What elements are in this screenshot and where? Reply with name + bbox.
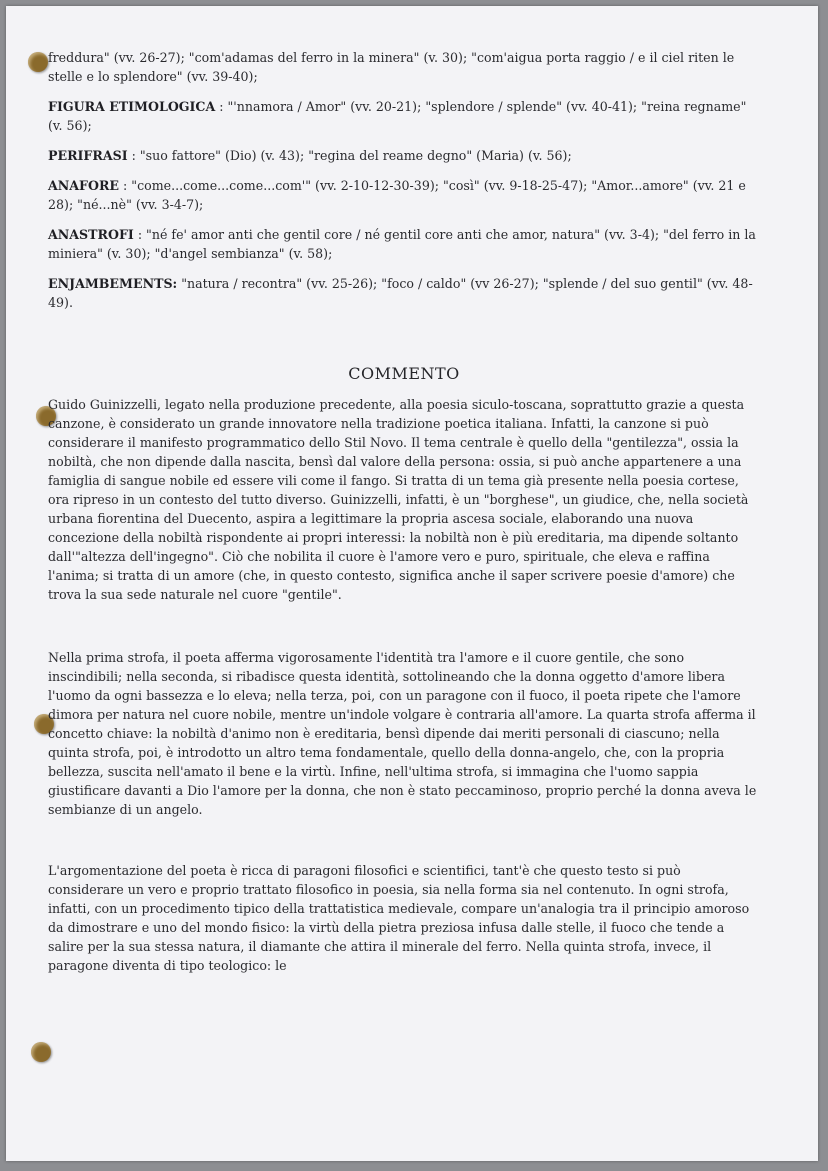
commentary-paragraph: Guido Guinizzelli, legato nella produzione precedente, alla poesia siculo-toscana, soprattutto grazie a questa canzone, è considerato un grande innovatore nella tradizione poetica italiana. Infatti, la canzone si può considerare il manifesto programmatico dello Stil Novo. Il tema centrale è quello della "gentilezza", ossia la nobiltà, che non dipende dalla nascita, bensì dal valore della persona: ossia, si può anche appartenere a una famiglia di sangue nobile ed essere vili come il fango. Si tratta di un tema già presente nella poesia cortese, ora ripreso in un contesto del tutto diverso. Guinizzelli, infatti, è un "borghese", un giudice, che, nella società urbana fiorentina del Duecento, aspira a legittimare la propria ascesa sociale, elaborando una nuova concezione della nobiltà rispondente ai propri interessi: la nobiltà non è più ereditaria, ma dipende soltanto dall'"altezza dell'ingegno". Ciò che nobilita il cuore è l'amore vero e puro, spirituale, che eleva e raffina l'anima; si tratta di un amore (che, in questo contesto, significa anche il saper scrivere poesie d'amore) che trova la sua sede naturale nel cuore "gentile". [48, 397, 749, 602]
figure-text: : "'nnamora / Amor" (vv. 20-21); "splendore / splende" (vv. 40-41); "reina regname" (v. 56); [48, 99, 747, 133]
figure-label: ENJAMBEMENTS: [48, 276, 178, 291]
binder-hole-icon [31, 1042, 51, 1062]
figure-text: : "né fe' amor anti che gentil core / né gentil core anti che amor, natura" (vv. 3-4); "del ferro in la miniera" (v. 30); "d'angel sembianza" (v. 58); [48, 227, 756, 261]
page-content [48, 48, 760, 975]
figure-text: : "come...come...come...com'" (vv. 2-10-12-30-39); "così" (vv. 9-18-25-47); "Amor...amore" (vv. 21 e 28); "né...nè" (vv. 3-4-7); [48, 178, 746, 212]
figure-text: : "suo fattore" (Dio) (v. 43); "regina del reame degno" (Maria) (v. 56); [131, 148, 572, 163]
figure-entry-enjambements [48, 274, 760, 312]
commentary-paragraph: Nella prima strofa, il poeta afferma vigorosamente l'identità tra l'amore e il cuore gentile, che sono inscindibili; nella seconda, si ribadisce questa identità, sottolineando che la donna oggetto d'amore libera l'uomo da ogni bassezza e lo eleva; nella terza, poi, con un paragone con il fuoco, il poeta ripete che l'amore dimora per natura nel cuore nobile, mentre un'indole volgare è contraria all'amore. La quarta strofa afferma il concetto chiave: la nobiltà d'animo non è ereditaria, bensì dipende dai meriti personali di ciascuno; nella quinta strofa, poi, è introdotto un altro tema fondamentale, quello della donna-angelo, che, con la propria bellezza, suscita nell'amato il bene e la virtù. Infine, nell'ultima strofa, si immagina che l'uomo sappia giustificare davanti a Dio l'amore per la donna, che non è stato peccaminoso, proprio perché la donna aveva le sembianze di un angelo. [48, 650, 757, 817]
figure-entry-anafore [48, 176, 760, 214]
figure-entry-anastrofi [48, 225, 760, 263]
commentary-paragraph: L'argomentazione del poeta è ricca di paragoni filosofici e scientifici, tant'è che questo testo si può considerare un vero e proprio trattato filosofico in poesia, sia nella forma sia nel contenuto. In ogni strofa, infatti, con un procedimento tipico della trattatistica medievale, compare un'analogia tra il principio amoroso da dimostrare e uno del mondo fisico: la virtù della pietra preziosa infusa dalle stelle, il fuoco che tende a salire per la sua stessa natura, il diamante che attira il minerale del ferro. Nella quinta strofa, invece, il paragone diventa di tipo teologico: le [48, 863, 750, 973]
binder-hole-icon [28, 52, 48, 72]
figure-text: freddura" (vv. 26-27); "com'adamas del ferro in la minera" (v. 30); "com'aigua porta raggio / e il ciel riten le stelle e lo splendore" (vv. 39-40); [48, 50, 735, 84]
scanned-page [6, 6, 818, 1161]
figure-text: "natura / recontra" (vv. 25-26); "foco / caldo" (vv 26-27); "splende / del suo gentil" (vv. 48-49). [48, 276, 753, 310]
figure-label: ANASTROFI [48, 227, 134, 242]
section-title: COMMENTO [348, 364, 460, 383]
figure-entry-figura-etimologica [48, 97, 760, 135]
figure-entry-perifrasi [48, 146, 760, 165]
figure-entry-continued [48, 48, 760, 86]
figure-label: FIGURA ETIMOLOGICA [48, 99, 216, 114]
figure-label: PERIFRASI [48, 148, 128, 163]
figure-label: ANAFORE [48, 178, 120, 193]
